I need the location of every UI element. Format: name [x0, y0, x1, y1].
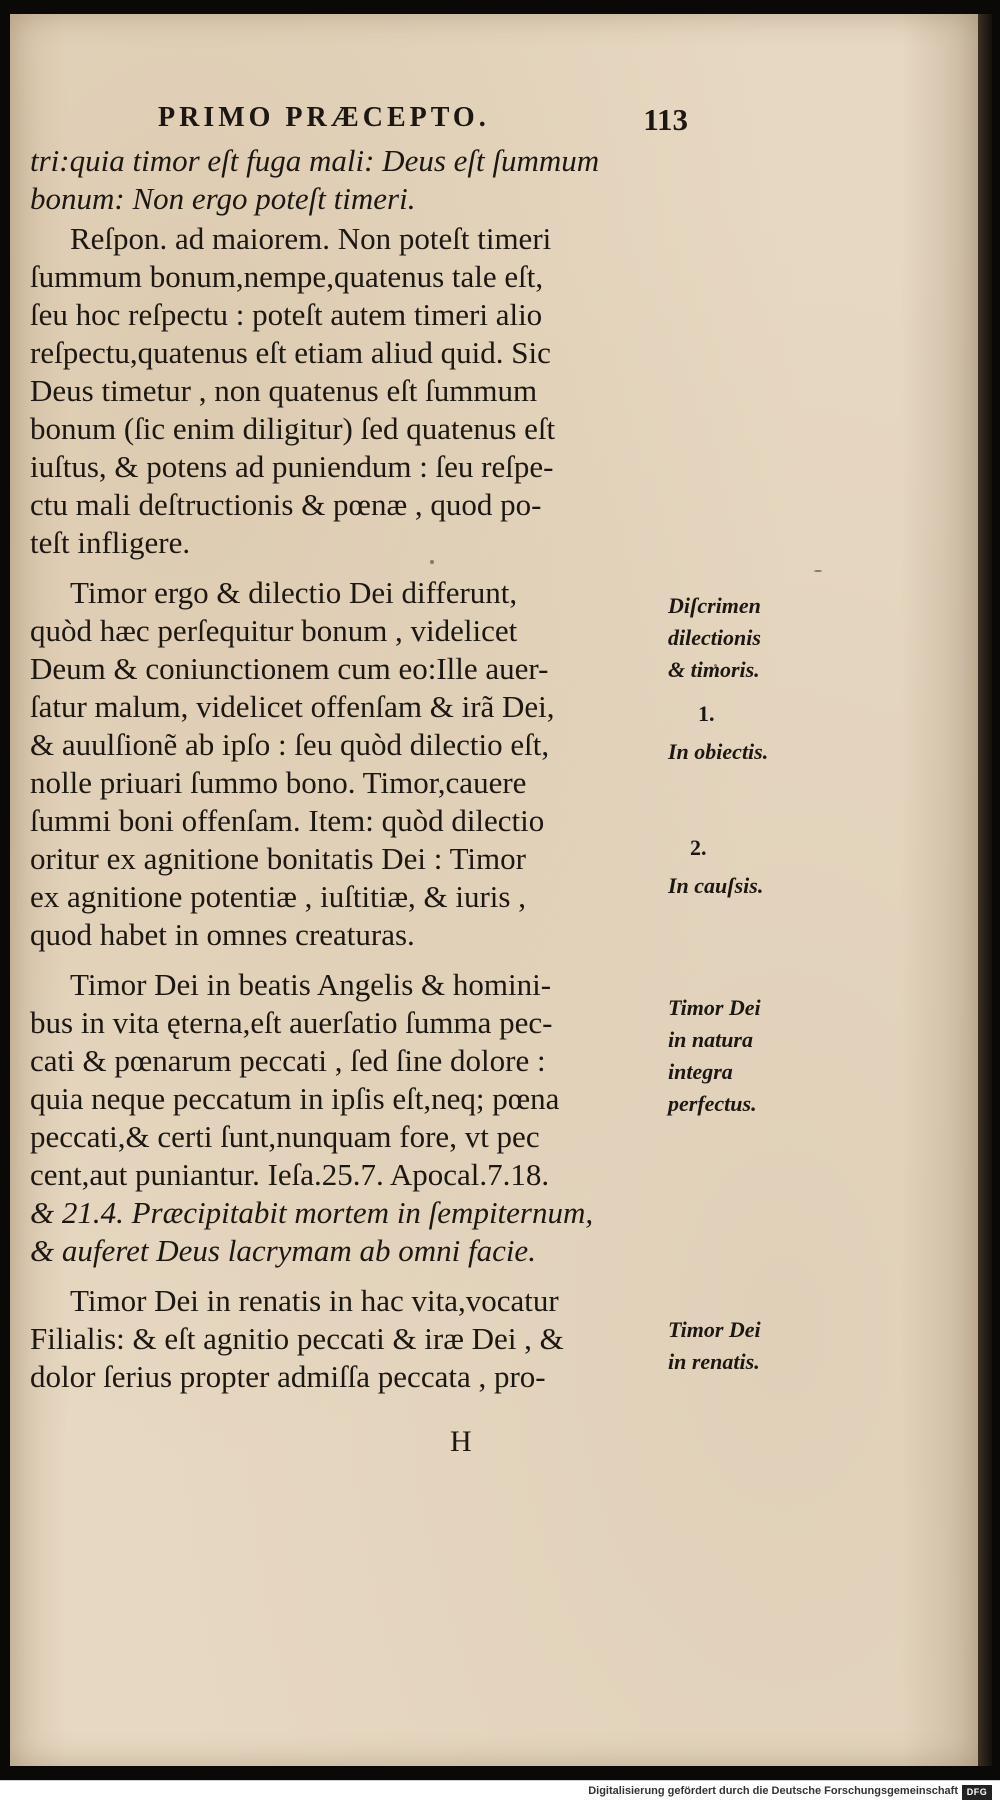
ink-spot	[430, 560, 434, 564]
text-line: oritur ex agnitione bonitatis Dei : Timor	[30, 841, 526, 876]
text-line: Deus timetur , non quatenus eſt ſummum	[30, 373, 538, 408]
text-line: quod habet in omnes creaturas.	[30, 917, 415, 952]
marginal-note: dilectionis	[668, 625, 761, 650]
digitization-footer	[0, 1780, 1000, 1806]
text-line: bonum (ſic enim diligitur) ſed quatenus eſt	[30, 411, 556, 446]
signature-mark: H	[450, 1425, 472, 1458]
marginal-note: in renatis.	[668, 1349, 760, 1374]
dfg-logo-icon: DFG	[962, 1785, 992, 1800]
text-line: Deum & coniunctionem cum eo:Ille auer-	[30, 651, 549, 686]
marginal-note: in natura	[668, 1027, 753, 1052]
text-line: bus in vita ęterna,eſt auerſatio ſumma pec-	[30, 1005, 553, 1040]
text-line: ex agnitione potentiæ , iuſtitiæ, & iuris ,	[30, 879, 526, 914]
marginal-note: In obiectis.	[668, 739, 769, 764]
text-line: tri:quia timor eſt fuga mali: Deus eſt ſummum	[30, 143, 600, 178]
text-line: cati & pœnarum peccati , ſed ſine dolore :	[30, 1043, 546, 1078]
marginal-number: 1.	[698, 701, 715, 726]
marginal-note: integra	[668, 1059, 733, 1084]
text-line: ſeu hoc reſpectu : poteſt autem timeri alio	[30, 297, 543, 332]
text-line: bonum: Non ergo poteſt timeri.	[30, 181, 416, 216]
footer-credit: Digitalisierung gefördert durch die Deutsche Forschungsgemeinschaft	[588, 1785, 958, 1797]
page-number: 113	[643, 102, 688, 137]
text-line: & auferet Deus lacrymam ab omni facie.	[30, 1233, 536, 1268]
text-line: reſpectu,quatenus eſt etiam aliud quid. Sic	[30, 335, 551, 370]
text-line: ſummum bonum,nempe,quatenus tale eſt,	[30, 259, 544, 294]
text-line: ſummi boni offenſam. Item: quòd dilectio	[30, 803, 545, 838]
ink-spot	[814, 570, 822, 572]
marginal-note: Timor Dei	[668, 995, 761, 1020]
text-line: & 21.4. Præcipitabit mortem in ſempiternum,	[30, 1195, 594, 1230]
text-line: Reſpon. ad maiorem. Non poteſt timeri	[70, 221, 552, 256]
text-line: peccati,& certi ſunt,nunquam fore, vt pec	[30, 1119, 540, 1154]
text-line: Filialis: & eſt agnitio peccati & iræ Dei , &	[30, 1321, 564, 1356]
running-head	[158, 98, 688, 137]
marginal-note: perfectus.	[668, 1091, 757, 1116]
text-line: dolor ſerius propter admiſſa peccata , pro-	[30, 1359, 546, 1394]
marginal-note: Timor Dei	[668, 1317, 761, 1342]
text-line: nolle priuari ſummo bono. Timor,cauere	[30, 765, 527, 800]
page-edge-shadow	[978, 14, 992, 1766]
text-line: Timor Dei in renatis in hac vita,vocatur	[70, 1283, 559, 1318]
marginal-number: 2.	[690, 835, 707, 860]
marginal-note: Diſcrimen	[668, 593, 761, 618]
marginal-note: In cauſsis.	[668, 873, 764, 898]
text-line: teſt infligere.	[30, 525, 191, 560]
text-line: Timor ergo & dilectio Dei differunt,	[70, 575, 518, 610]
text-line: quia neque peccatum in ipſis eſt,neq; pœna	[30, 1081, 560, 1116]
running-title: PRIMO PRÆCEPTO.	[158, 102, 490, 133]
marginal-note: & timoris.	[668, 657, 760, 682]
text-line: Timor Dei in beatis Angelis & homini-	[70, 967, 552, 1002]
text-line: ctu mali deſtructionis & pœnæ , quod po-	[30, 487, 542, 522]
text-line: quòd hæc perſequitur bonum , videlicet	[30, 613, 518, 648]
text-line: cent,aut puniantur. Ieſa.25.7. Apocal.7.18.	[30, 1157, 550, 1192]
text-line: iuſtus, & potens ad puniendum : ſeu reſpe-	[30, 449, 554, 484]
text-line: ſatur malum, videlicet offenſam & irã Dei,	[30, 689, 555, 724]
text-line: & auulſionẽ ab ipſo : ſeu quòd dilectio eſt,	[30, 727, 550, 762]
